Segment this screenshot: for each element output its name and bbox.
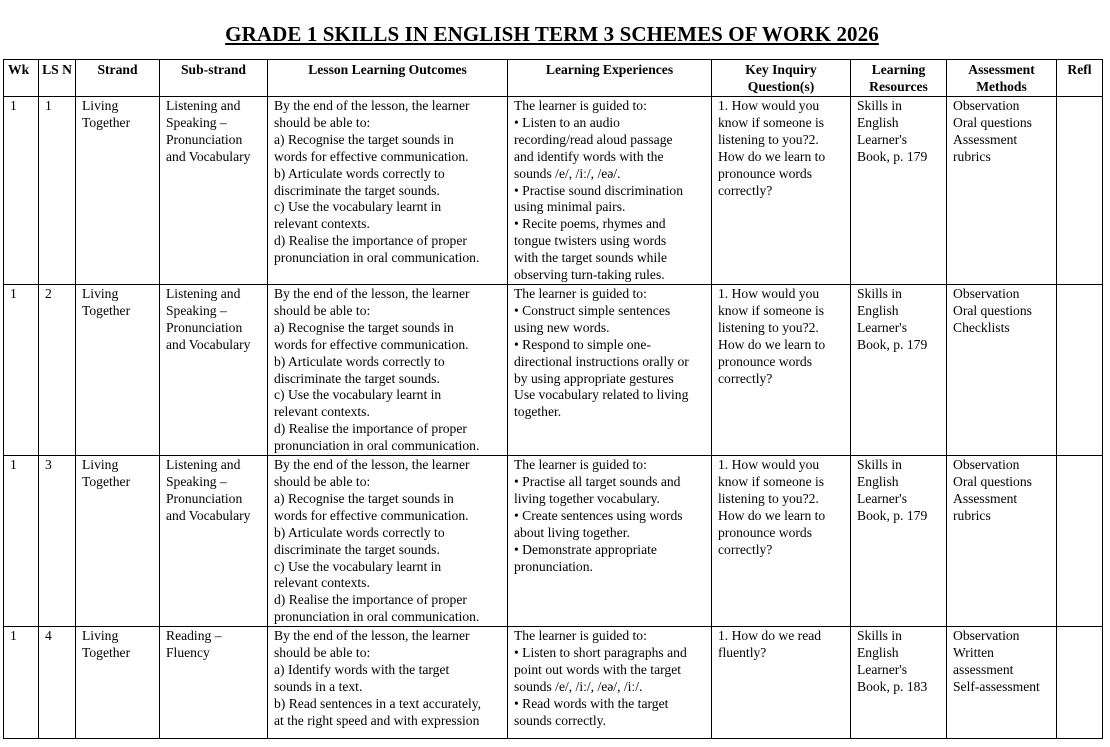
cell-line: words for effective communication. <box>274 148 469 164</box>
header-row <box>4 60 1103 97</box>
cell-experiences <box>508 97 712 285</box>
cell-line: Assessment <box>953 131 1018 147</box>
cell-resources <box>851 97 947 285</box>
cell-line: Learner's <box>857 661 907 677</box>
cell-line: should be able to: <box>274 302 371 318</box>
cell-line: Speaking – <box>166 114 227 130</box>
cell-line: Written <box>953 645 994 661</box>
schemes-of-work-table <box>3 59 1103 739</box>
cell-line: Speaking – <box>166 473 227 489</box>
cell-inquiry <box>712 97 851 285</box>
cell-line: Skills in <box>857 286 902 301</box>
cell-substrand <box>160 97 268 285</box>
cell-line: 1. How would you <box>718 286 820 301</box>
cell-line: b) Read sentences in a text accurately, <box>274 695 482 711</box>
header-substrand: Sub-strand <box>160 60 268 97</box>
cell-line: words for effective communication. <box>274 336 469 352</box>
cell-line: d) Realise the importance of proper <box>274 421 467 437</box>
cell-wk: 1 <box>4 627 39 739</box>
cell-refl <box>1057 627 1103 739</box>
cell-strand <box>76 456 160 627</box>
cell-experiences <box>508 456 712 627</box>
cell-line: How do we learn to <box>718 148 826 164</box>
cell-resources <box>851 285 947 456</box>
cell-line: • Demonstrate appropriate <box>514 541 657 557</box>
cell-line: pronunciation. <box>514 558 593 574</box>
header-outcomes: Lesson Learning Outcomes <box>268 60 508 97</box>
cell-line: sounds /e/, /iː/, /eə/. <box>514 165 621 181</box>
cell-line: Observation <box>953 98 1020 113</box>
cell-refl <box>1057 285 1103 456</box>
cell-line: by using appropriate gestures <box>514 370 674 386</box>
cell-outcomes <box>268 285 508 456</box>
cell-line: Book, p. 179 <box>857 507 928 523</box>
cell-line: Together <box>82 114 131 130</box>
cell-line: 1. How would you <box>718 98 820 113</box>
cell-line: assessment <box>953 661 1014 677</box>
cell-refl <box>1057 456 1103 627</box>
cell-line: Living <box>82 286 119 301</box>
header-lsn: LS N <box>39 60 76 97</box>
cell-line: Living <box>82 98 119 113</box>
cell-line: pronunciation in oral communication. <box>274 609 480 625</box>
cell-line: • Respond to simple one- <box>514 336 651 352</box>
cell-line: Checklists <box>953 319 1010 335</box>
cell-line: Together <box>82 645 131 661</box>
cell-strand <box>76 285 160 456</box>
cell-line: and Vocabulary <box>166 336 251 352</box>
cell-line: pronounce words <box>718 165 813 181</box>
cell-substrand <box>160 627 268 739</box>
cell-line: Learner's <box>857 490 907 506</box>
cell-line: English <box>857 473 899 489</box>
cell-line: The learner is guided to: <box>514 286 647 301</box>
cell-lsn: 3 <box>39 456 76 627</box>
cell-substrand <box>160 285 268 456</box>
cell-line: discriminate the target sounds. <box>274 541 440 557</box>
cell-line: b) Articulate words correctly to <box>274 524 445 540</box>
cell-line: d) Realise the importance of proper <box>274 592 467 608</box>
cell-line: with the target sounds while <box>514 250 668 266</box>
cell-line: The learner is guided to: <box>514 98 647 113</box>
cell-strand <box>76 627 160 739</box>
cell-line: a) Recognise the target sounds in <box>274 319 454 335</box>
cell-line: • Construct simple sentences <box>514 302 671 318</box>
cell-line: and Vocabulary <box>166 148 251 164</box>
cell-outcomes <box>268 627 508 739</box>
cell-line: and Vocabulary <box>166 507 251 523</box>
cell-outcomes <box>268 97 508 285</box>
cell-line: a) Recognise the target sounds in <box>274 490 454 506</box>
cell-line: pronunciation in oral communication. <box>274 438 480 454</box>
cell-wk: 1 <box>4 456 39 627</box>
cell-wk: 1 <box>4 97 39 285</box>
cell-line: Skills in <box>857 98 902 113</box>
cell-line: Book, p. 179 <box>857 148 928 164</box>
cell-line: correctly? <box>718 370 773 386</box>
header-strand: Strand <box>76 60 160 97</box>
cell-line: • Listen to short paragraphs and <box>514 645 687 661</box>
cell-line: know if someone is <box>718 302 825 318</box>
cell-line: 1. How do we read <box>718 628 822 644</box>
cell-line: Book, p. 179 <box>857 336 928 352</box>
cell-line: Use vocabulary related to living <box>514 387 689 403</box>
cell-line: a) Recognise the target sounds in <box>274 131 454 147</box>
cell-line: c) Use the vocabulary learnt in <box>274 387 442 403</box>
table-row <box>4 456 1103 627</box>
cell-line: know if someone is <box>718 473 825 489</box>
cell-line: English <box>857 645 899 661</box>
cell-line: English <box>857 114 899 130</box>
cell-line: sounds correctly. <box>514 712 606 728</box>
cell-line: pronounce words <box>718 524 813 540</box>
cell-line: The learner is guided to: <box>514 628 647 644</box>
cell-line: relevant contexts. <box>274 575 370 591</box>
page-title: GRADE 1 SKILLS IN ENGLISH TERM 3 SCHEMES OF WORK 2026 <box>225 22 879 46</box>
cell-line: The learner is guided to: <box>514 457 647 473</box>
header-experiences: Learning Experiences <box>508 60 712 97</box>
cell-line: 1. How would you <box>718 457 820 473</box>
header-wk: Wk <box>4 60 39 97</box>
cell-line: Oral questions <box>953 302 1032 318</box>
cell-line: correctly? <box>718 182 773 198</box>
cell-line: living together vocabulary. <box>514 490 660 506</box>
cell-resources <box>851 627 947 739</box>
cell-line: point out words with the target <box>514 661 682 677</box>
cell-line: Listening and <box>166 286 241 301</box>
cell-line: listening to you?2. <box>718 490 819 506</box>
cell-lsn: 1 <box>39 97 76 285</box>
cell-line: b) Articulate words correctly to <box>274 165 445 181</box>
cell-line: discriminate the target sounds. <box>274 182 440 198</box>
table-row <box>4 627 1103 739</box>
cell-strand <box>76 97 160 285</box>
cell-line: English <box>857 302 899 318</box>
cell-line: Oral questions <box>953 473 1032 489</box>
cell-line: Assessment <box>953 490 1018 506</box>
cell-line: pronunciation in oral communication. <box>274 250 480 266</box>
cell-line: Listening and <box>166 457 241 473</box>
cell-outcomes <box>268 456 508 627</box>
cell-line: How do we learn to <box>718 336 826 352</box>
cell-line: Fluency <box>166 645 210 661</box>
cell-wk: 1 <box>4 285 39 456</box>
cell-line: By the end of the lesson, the learner <box>274 457 470 473</box>
cell-line: Learner's <box>857 319 907 335</box>
cell-line: By the end of the lesson, the learner <box>274 286 470 301</box>
cell-line: c) Use the vocabulary learnt in <box>274 558 442 574</box>
cell-assessment <box>947 627 1057 739</box>
cell-line: Skills in <box>857 457 902 473</box>
header-refl: Refl <box>1057 60 1103 97</box>
cell-line: together. <box>514 404 562 420</box>
cell-line: should be able to: <box>274 114 371 130</box>
cell-refl <box>1057 97 1103 285</box>
cell-line: • Practise sound discrimination <box>514 182 683 198</box>
cell-line: listening to you?2. <box>718 131 819 147</box>
cell-line: d) Realise the importance of proper <box>274 233 467 249</box>
cell-line: Observation <box>953 628 1020 644</box>
cell-line: Oral questions <box>953 114 1032 130</box>
cell-line: sounds /e/, /iː/, /eə/, /iː/. <box>514 678 643 694</box>
cell-line: rubrics <box>953 507 991 523</box>
cell-inquiry <box>712 456 851 627</box>
cell-line: fluently? <box>718 645 767 661</box>
cell-line: Listening and <box>166 98 241 113</box>
cell-line: listening to you?2. <box>718 319 819 335</box>
cell-line: c) Use the vocabulary learnt in <box>274 199 442 215</box>
cell-assessment <box>947 285 1057 456</box>
cell-line: Pronunciation <box>166 490 243 506</box>
cell-line: • Listen to an audio <box>514 114 620 130</box>
cell-line: pronounce words <box>718 353 813 369</box>
cell-line: sounds in a text. <box>274 678 363 694</box>
header-resources: Learning Resources <box>851 60 947 97</box>
cell-line: Observation <box>953 286 1020 301</box>
cell-line: Together <box>82 473 131 489</box>
cell-line: Self-assessment <box>953 678 1040 694</box>
cell-lsn: 4 <box>39 627 76 739</box>
cell-line: • Recite poems, rhymes and <box>514 216 666 232</box>
cell-line: observing turn-taking rules. <box>514 267 665 283</box>
cell-line: Learner's <box>857 131 907 147</box>
cell-line: a) Identify words with the target <box>274 661 450 677</box>
table-row <box>4 285 1103 456</box>
cell-line: Living <box>82 628 119 644</box>
cell-line: b) Articulate words correctly to <box>274 353 445 369</box>
cell-line: at the right speed and with expression <box>274 712 480 728</box>
cell-line: using new words. <box>514 319 610 335</box>
cell-experiences <box>508 627 712 739</box>
cell-line: Observation <box>953 457 1020 473</box>
cell-assessment <box>947 97 1057 285</box>
cell-line: By the end of the lesson, the learner <box>274 98 470 113</box>
cell-line: • Read words with the target <box>514 695 669 711</box>
cell-line: Speaking – <box>166 302 227 318</box>
cell-line: relevant contexts. <box>274 404 370 420</box>
cell-line: Reading – <box>166 628 222 644</box>
cell-line: • Create sentences using words <box>514 507 683 523</box>
cell-line: using minimal pairs. <box>514 199 626 215</box>
cell-line: By the end of the lesson, the learner <box>274 628 470 644</box>
cell-line: tongue twisters using words <box>514 233 667 249</box>
cell-line: Skills in <box>857 628 902 644</box>
cell-inquiry <box>712 285 851 456</box>
cell-line: Pronunciation <box>166 131 243 147</box>
cell-line: Together <box>82 302 131 318</box>
cell-assessment <box>947 456 1057 627</box>
cell-resources <box>851 456 947 627</box>
cell-line: correctly? <box>718 541 773 557</box>
cell-line: Book, p. 183 <box>857 678 928 694</box>
cell-line: Pronunciation <box>166 319 243 335</box>
cell-experiences <box>508 285 712 456</box>
cell-line: relevant contexts. <box>274 216 370 232</box>
table-row <box>4 97 1103 285</box>
cell-line: know if someone is <box>718 114 825 130</box>
cell-line: should be able to: <box>274 645 371 661</box>
header-inquiry: Key Inquiry Question(s) <box>712 60 851 97</box>
cell-line: Living <box>82 457 119 473</box>
cell-line: and identify words with the <box>514 148 664 164</box>
cell-inquiry <box>712 627 851 739</box>
cell-substrand <box>160 456 268 627</box>
cell-line: rubrics <box>953 148 991 164</box>
cell-line: • Practise all target sounds and <box>514 473 681 489</box>
cell-lsn: 2 <box>39 285 76 456</box>
cell-line: How do we learn to <box>718 507 826 523</box>
cell-line: recording/read aloud passage <box>514 131 673 147</box>
cell-line: words for effective communication. <box>274 507 469 523</box>
cell-line: directional instructions orally or <box>514 353 689 369</box>
cell-line: should be able to: <box>274 473 371 489</box>
cell-line: about living together. <box>514 524 630 540</box>
cell-line: discriminate the target sounds. <box>274 370 440 386</box>
header-assessment: Assessment Methods <box>947 60 1057 97</box>
